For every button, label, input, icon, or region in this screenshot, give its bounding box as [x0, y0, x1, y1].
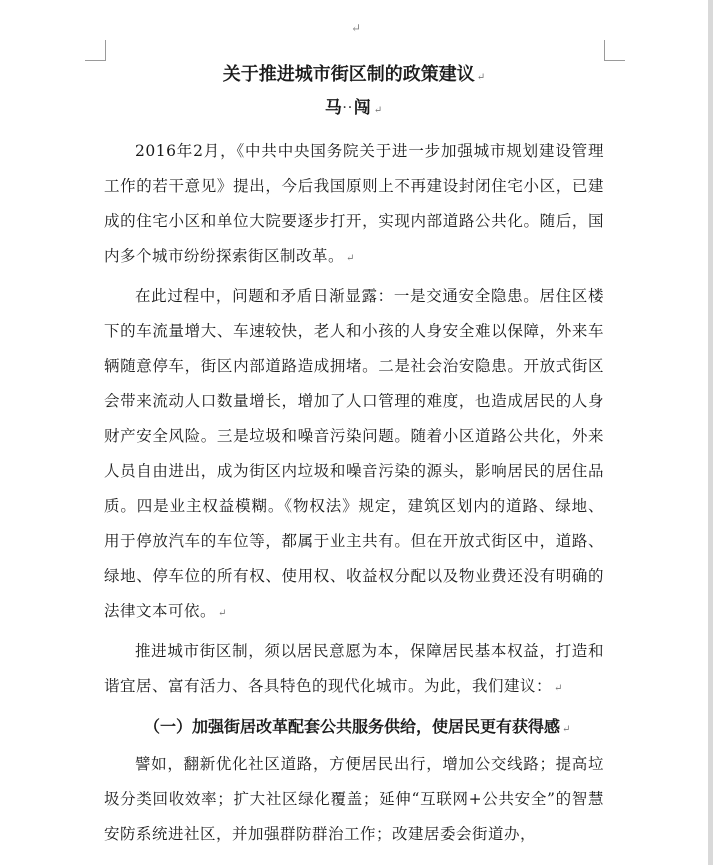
page-edge [708, 0, 713, 865]
crop-mark-top-right [604, 40, 625, 61]
document-title: 关于推进城市街区制的政策建议 ↵ [222, 64, 486, 85]
paragraph-mark-icon: ↵ [476, 72, 486, 83]
document-body[interactable] [104, 60, 604, 855]
paragraph: 在此过程中，问题和矛盾日渐显露：一是交通安全隐患。居住区楼下的车流量增大、车速较快，老人和小孩的人身安全难以保障，外来车辆随意停车，街区内部道路造成拥堵。二是社会治安隐患。开放式街区会带来流动人口数量增长，增加了人口管理的难度，也造成居民的人身财产安全风险。三是垃圾和噪音污染问题。随着小区道路公共化，外来人员自由进出，成为街区内垃圾和噪音污染的源头，影响居民的居住品质。四是业主权益模糊。《物权法》规定，建筑区划内的道路、绿地、用于停放汽车的车位等，都属于业主共有。但在开放式街区中，道路、绿地、停车位的所有权、使用权、收益权分配以及物业费还没有明确的法律文本可依。 ↵ [104, 287, 604, 620]
author-separator: ·· [342, 102, 354, 114]
paragraph-mark-icon: ↵ [218, 608, 227, 619]
author-given-name: 闯 [353, 98, 372, 118]
paragraph-mark-icon: ↵ [351, 21, 362, 35]
paragraph: 推进城市街区制，须以居民意愿为本，保障居民基本权益，打造和谐宜居、富有活力、各具特色的现代化城市。为此，我们建议： ↵ [104, 642, 604, 695]
paragraph-mark-icon: ↵ [554, 683, 563, 694]
author-surname: 马 [324, 98, 343, 118]
paragraph: 譬如，翻新优化社区道路，方便居民出行，增加公交线路；提高垃圾分类回收效率；扩大社区绿化覆盖；延伸“互联网+公共安全”的智慧安防系统进社区，并加强群防群治工作；改建居委会街道办， [104, 755, 604, 843]
crop-mark-top-left [85, 40, 106, 61]
paragraph-mark-icon: ↵ [346, 253, 355, 264]
paragraph: 2016年2月，《中共中央国务院关于进一步加强城市规划建设管理工作的若干意见》提出，今后我国原则上不再建设封闭住宅小区，已建成的住宅小区和单位大院要逐步打开，实现内部道路公共化。随后，国内多个城市纷纷探索街区制改革。 ↵ [104, 142, 604, 265]
section-heading: （一）加强街居改革配套公共服务供给，使居民更有获得感 ↵ [144, 717, 571, 736]
document-author [104, 93, 604, 126]
paragraph-mark-icon: ↵ [373, 105, 384, 116]
paragraph-mark-icon: ↵ [562, 724, 571, 735]
